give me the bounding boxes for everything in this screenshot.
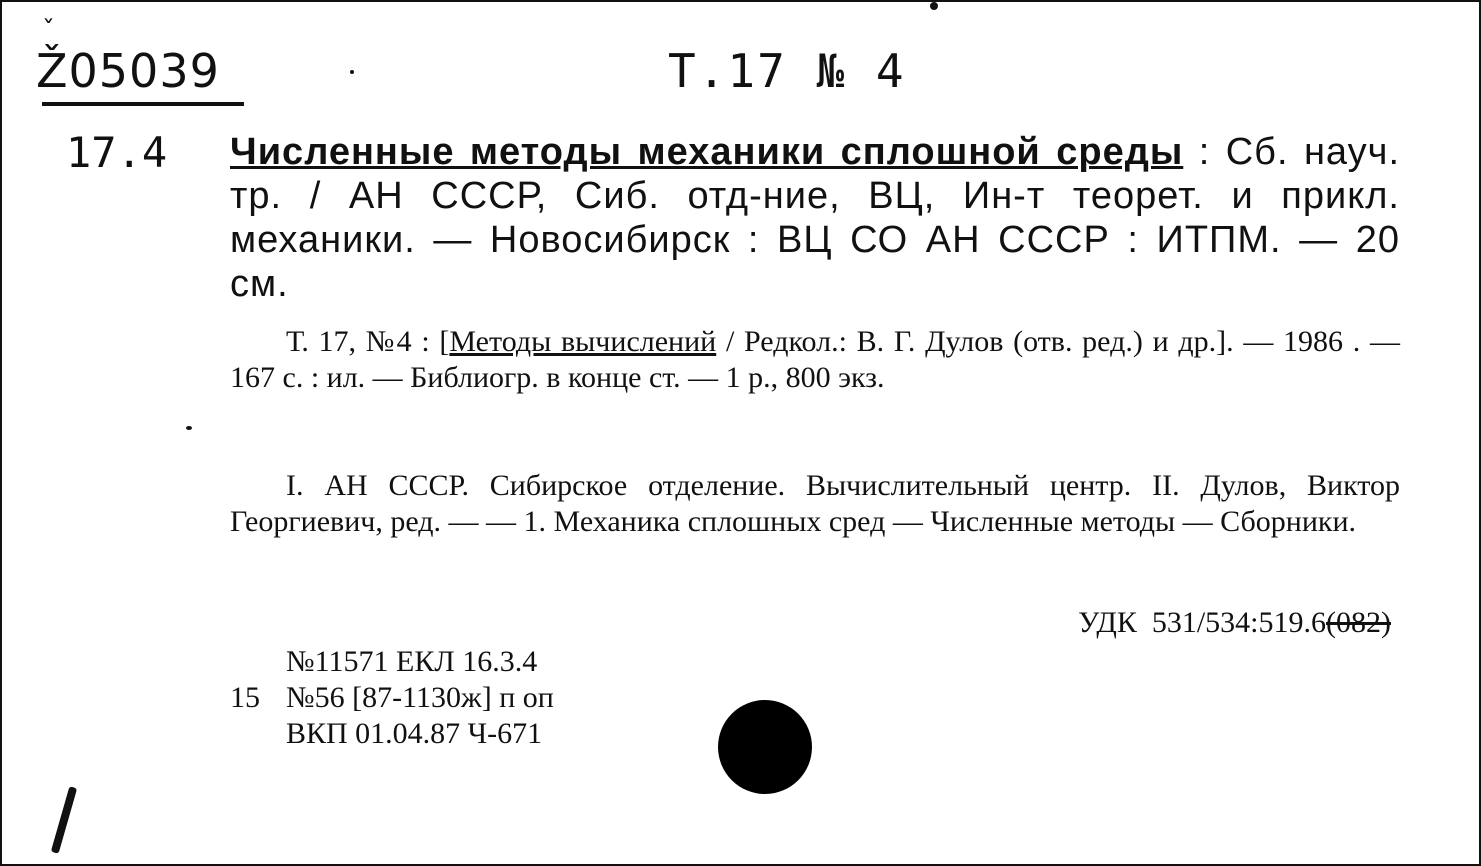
- handwritten-tick-mark: ˇ: [42, 16, 55, 46]
- acquisition-line-2: №56 [87-1130ж] п оп: [286, 681, 554, 714]
- acquisition-line-1: №11571 ЕКЛ 16.3.4: [286, 645, 538, 678]
- acquisition-block: [230, 644, 554, 752]
- black-dot-mark: [718, 700, 812, 794]
- ink-speck: [186, 426, 192, 430]
- udc-struck-form: (082): [1326, 606, 1391, 639]
- volume-entry: [230, 324, 1400, 396]
- udc-code: 531/534:519.6: [1151, 606, 1327, 639]
- main-title: Численные методы механики сплошной среды: [230, 131, 1184, 173]
- main-entry-description: : Сб. науч. тр. / АН СССР, Сиб. отд-ние, ВЦ, Ин-т теорет. и прикл. механики. — Новосибирск : ВЦ СО АН СССР : ИТПМ. — 20 см.: [230, 131, 1400, 305]
- udc-line: [1078, 606, 1391, 640]
- accession-underline: [42, 102, 244, 106]
- classification-code: 17.4: [66, 128, 168, 177]
- handwritten-margin-stroke: [51, 786, 77, 854]
- part-title: Методы вычислений: [449, 325, 717, 358]
- volume-description: / Редкол.: В. Г. Дулов (отв. ред.) и др.]. — 1986 . — 167 с. : ил. — Библиогр. в конце ст. — 1 р., 800 экз.: [230, 325, 1400, 394]
- ink-speck: [930, 2, 938, 10]
- shelfmark: Т.17 № 4: [668, 44, 906, 98]
- ink-speck: [350, 70, 354, 74]
- main-entry: [230, 130, 1400, 306]
- volume-prefix: Т. 17, №4 : [: [286, 325, 450, 358]
- acquisition-line-3: ВКП 01.04.87 Ч-671: [286, 717, 543, 750]
- tracings-text: I. АН СССР. Сибирское отделение. Вычислительный центр. II. Дулов, Виктор Георгиевич, ред. — — 1. Механика сплошных сред — Численные методы — Сборники.: [230, 469, 1400, 538]
- udc-label: УДК: [1078, 606, 1137, 639]
- acquisition-line-2-number: 15: [230, 681, 260, 714]
- accession-number: Ž05039: [36, 44, 220, 98]
- tracings: [230, 468, 1400, 540]
